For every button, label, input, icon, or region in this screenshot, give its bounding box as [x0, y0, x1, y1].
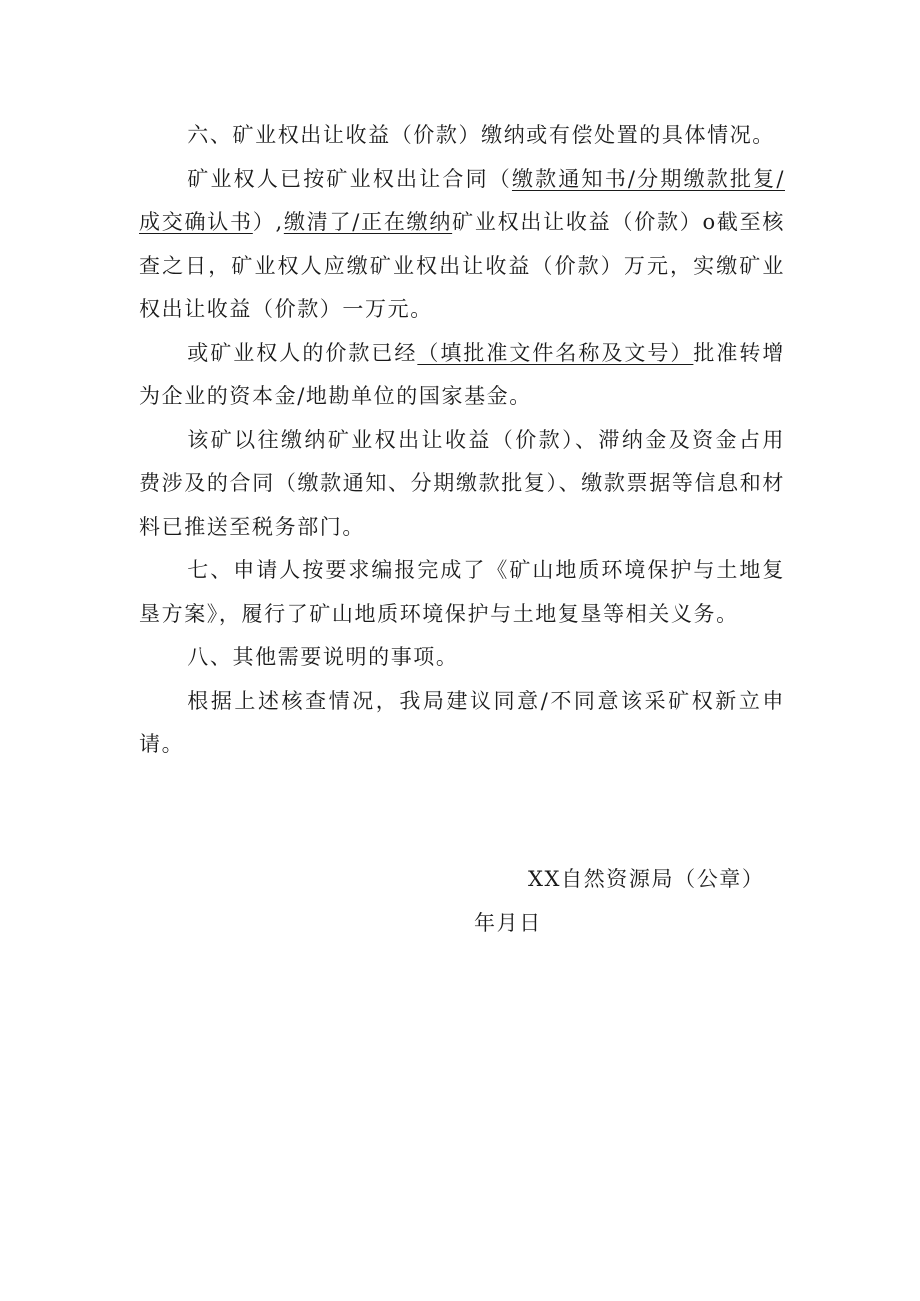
section-6-heading: 六、矿业权出让收益（价款）缴纳或有偿处置的具体情况。: [187, 123, 775, 147]
signature-date: 年月日: [474, 911, 542, 935]
signature-organization: XX自然资源局（公章）: [528, 867, 765, 891]
document-body: [139, 114, 785, 767]
contract-type-field: 缴款通知书/分期缴款批复/成交确认书: [139, 166, 785, 234]
payment-text-mid: ）,: [252, 210, 284, 234]
conversion-text-before: 或矿业权人的价款已经: [187, 340, 418, 365]
section-8-paragraph: 八、其他需要说明的事项。: [187, 645, 459, 669]
section-6-tax-paragraph: 该矿以往缴纳矿业权出让收益（价款）、滞纳金及资金占用费涉及的合同（缴款通知、分期缴款批复）、缴款票据等信息和材料已推送至税务部门。: [139, 427, 785, 539]
section-6-conversion-paragraph: [139, 332, 785, 419]
section-6-payment-paragraph: [139, 158, 785, 332]
approval-document-field: （填批准文件名称及文号）: [417, 340, 694, 365]
conversion-text-after: 批准转增为企业的资本金/地勘单位的国家基金。: [139, 340, 786, 408]
payment-status-field: 缴清了/正在缴纳: [283, 210, 453, 234]
payment-text-before: 矿业权人已按矿业权出让合同（: [187, 166, 512, 191]
payment-text-after: 矿业权出让收益（价款）o截至核查之日，矿业权人应缴矿业权出让收益（价款）万元，实缴矿业权出让收益（价款）一万元。: [139, 210, 785, 321]
conclusion-paragraph: 根据上述核查情况，我局建议同意/不同意该采矿权新立申请。: [139, 688, 785, 756]
section-7-paragraph: 七、申请人按要求编报完成了《矿山地质环境保护与土地复垦方案》，履行了矿山地质环境保护与土地复垦等相关义务。: [139, 558, 785, 626]
